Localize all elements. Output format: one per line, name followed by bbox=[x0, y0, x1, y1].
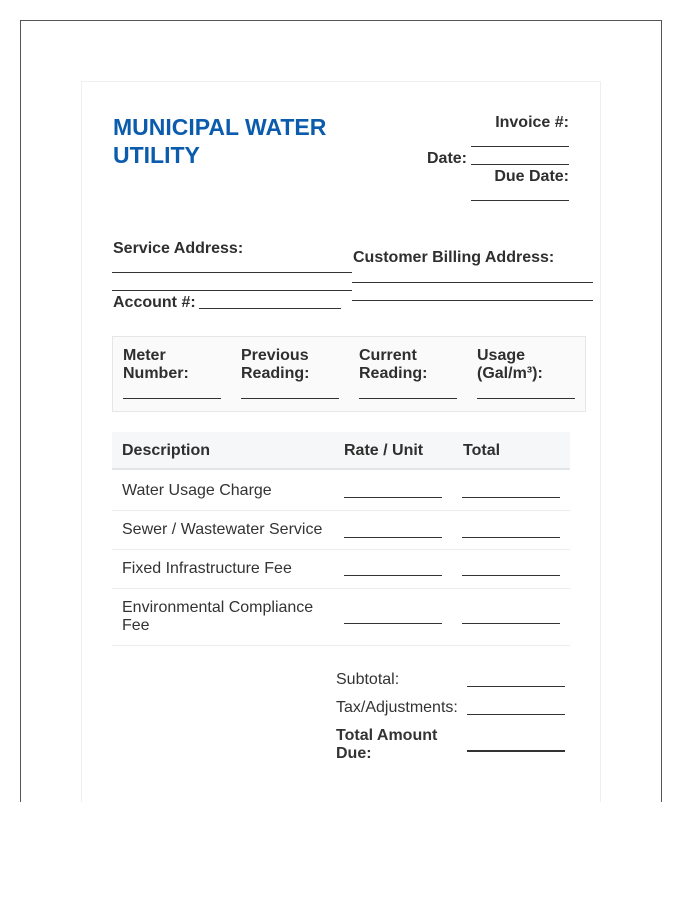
account-number-field[interactable] bbox=[199, 308, 341, 309]
meter-number-label: Meter Number: bbox=[123, 347, 189, 382]
current-reading-label: Current Reading: bbox=[359, 347, 428, 382]
description-header: Description bbox=[122, 442, 211, 459]
invoice-number-field[interactable] bbox=[471, 146, 569, 147]
total-field[interactable] bbox=[462, 537, 560, 538]
date-field[interactable] bbox=[471, 164, 569, 165]
rate-field[interactable] bbox=[344, 537, 442, 538]
account-number-label: Account #: bbox=[113, 294, 196, 311]
row-description: Water Usage Charge bbox=[122, 482, 272, 499]
total-field[interactable] bbox=[462, 497, 560, 498]
subtotal-label: Subtotal: bbox=[336, 671, 400, 688]
charges-table-header bbox=[112, 432, 570, 470]
usage-field[interactable] bbox=[477, 398, 575, 399]
previous-reading-field[interactable] bbox=[241, 398, 339, 399]
billing-address-label: Customer Billing Address: bbox=[353, 249, 555, 266]
current-reading-field[interactable] bbox=[359, 398, 457, 399]
billing-address-line-2[interactable] bbox=[352, 300, 593, 301]
total-amount-due-field[interactable] bbox=[467, 750, 565, 752]
row-description: Environmental Compliance Fee bbox=[122, 599, 314, 634]
rate-header: Rate / Unit bbox=[344, 442, 424, 459]
meter-readings-box bbox=[112, 336, 586, 412]
table-row bbox=[112, 511, 570, 550]
table-row bbox=[112, 471, 570, 511]
invoice-number-label: Invoice #: bbox=[495, 114, 569, 131]
previous-reading-label: Previous Reading: bbox=[241, 347, 310, 382]
service-address-label: Service Address: bbox=[113, 240, 244, 257]
total-header: Total bbox=[463, 442, 501, 459]
rate-field[interactable] bbox=[344, 497, 442, 498]
row-description: Sewer / Wastewater Service bbox=[122, 521, 323, 538]
tax-adjustments-field[interactable] bbox=[467, 714, 565, 715]
total-field[interactable] bbox=[462, 623, 560, 624]
rate-field[interactable] bbox=[344, 575, 442, 576]
service-address-line-2[interactable] bbox=[112, 290, 352, 291]
tax-adjustments-label: Tax/Adjustments: bbox=[336, 699, 458, 716]
total-field[interactable] bbox=[462, 575, 560, 576]
rate-field[interactable] bbox=[344, 623, 442, 624]
table-row bbox=[112, 550, 570, 589]
usage-label: Usage (Gal/m³): bbox=[477, 347, 543, 382]
subtotal-field[interactable] bbox=[467, 686, 565, 687]
table-row bbox=[112, 589, 570, 646]
utility-name: MUNICIPAL WATER UTILITY bbox=[113, 114, 327, 168]
service-address-line-1[interactable] bbox=[112, 272, 352, 273]
due-date-field[interactable] bbox=[471, 200, 569, 201]
date-label: Date: bbox=[427, 150, 468, 167]
meter-number-field[interactable] bbox=[123, 398, 221, 399]
total-amount-due-label: Total Amount Due: bbox=[336, 727, 438, 762]
row-description: Fixed Infrastructure Fee bbox=[122, 560, 292, 577]
billing-address-line-1[interactable] bbox=[352, 282, 593, 283]
due-date-label: Due Date: bbox=[494, 168, 569, 185]
